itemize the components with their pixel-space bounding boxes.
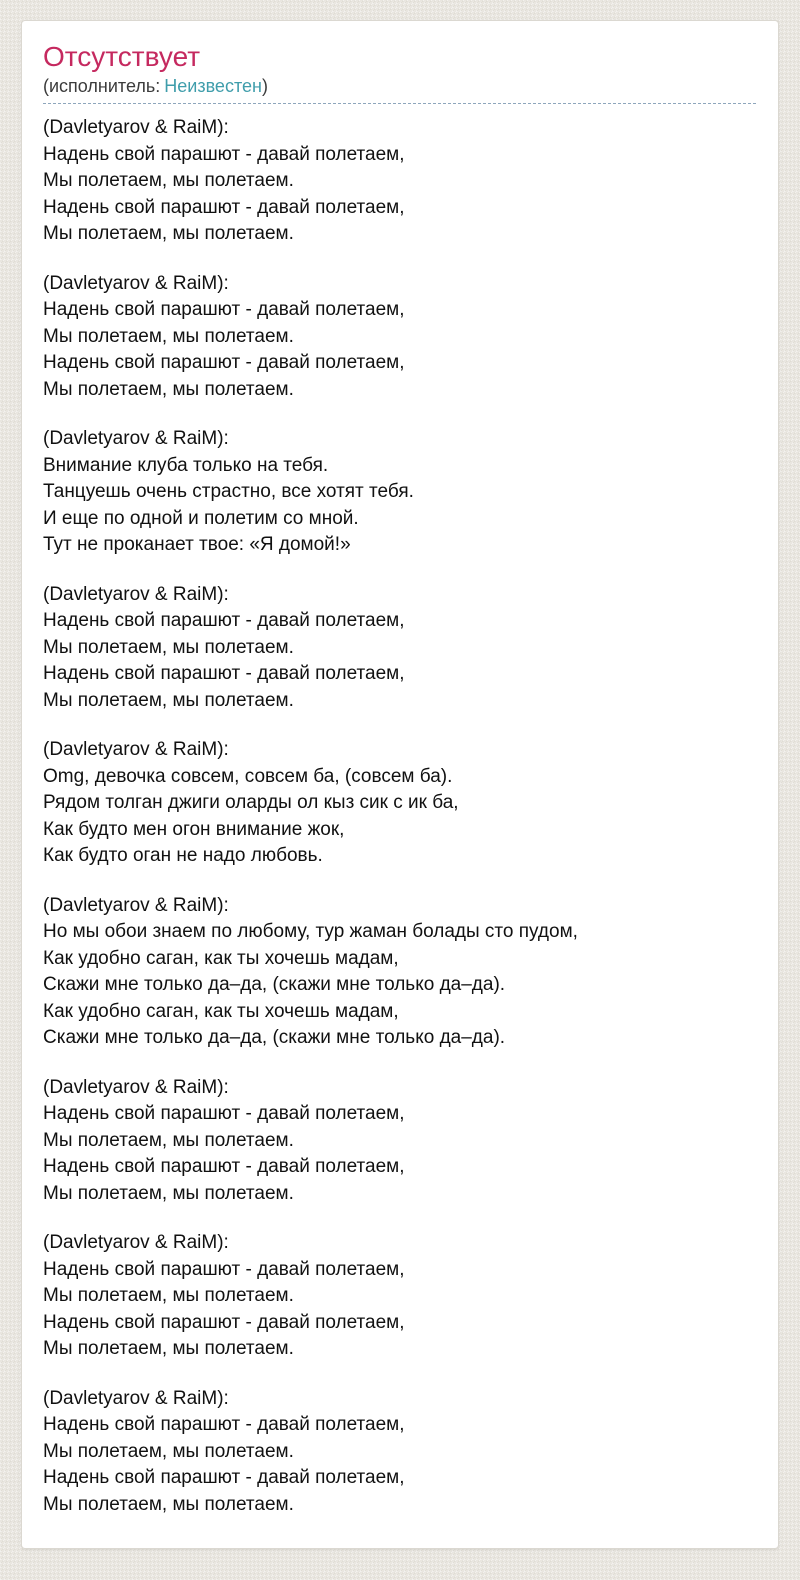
lyric-line: Как удобно саган, как ты хочешь мадам, — [43, 1000, 399, 1022]
verse — [43, 1230, 756, 1363]
lyric-line: Как будто оган не надо любовь. — [43, 845, 323, 866]
lyric-line: Надень свой парашют - давай полетаем, — [43, 663, 405, 684]
verse — [43, 737, 756, 870]
lyric-line: Мы полетаем, мы полетаем. — [43, 223, 294, 244]
lyric-line: И еще по одной и полетим со мной. — [43, 507, 359, 529]
verse — [43, 115, 756, 248]
verse — [43, 893, 756, 1052]
artist-line — [43, 76, 756, 96]
lyric-line: Мы полетаем, мы полетаем. — [43, 1493, 294, 1515]
lyric-line: Рядом толган джиги оларды ол кыз сик с ик ба, — [43, 792, 459, 813]
verse-header: (Davletyarov & RaiM): — [43, 272, 229, 294]
artist-link[interactable]: Неизвестен — [164, 76, 262, 96]
lyric-line: Мы полетаем, мы полетаем. — [43, 1182, 294, 1204]
lyric-line: Надень свой парашют - давай полетаем, — [43, 1311, 405, 1333]
lyric-line: Скажи мне только да–да, (скажи мне только да–да). — [43, 1027, 506, 1048]
song-header — [43, 41, 756, 104]
lyric-line: Надень свой парашют - давай полетаем, — [43, 196, 405, 218]
verse-header: (Davletyarov & RaiM): — [43, 428, 229, 449]
verse — [43, 271, 756, 404]
lyric-line: Внимание клуба только на тебя. — [43, 454, 329, 476]
song-title: Отсутствует — [43, 41, 201, 72]
lyric-line: Мы полетаем, мы полетаем. — [43, 378, 294, 400]
lyric-line: Надень свой парашют - давай полетаем, — [43, 1258, 405, 1280]
verse — [43, 426, 756, 559]
verse-header: (Davletyarov & RaiM): — [43, 1387, 229, 1409]
lyric-line: Надень свой парашют - давай полетаем, — [43, 299, 405, 320]
verse-header: (Davletyarov & RaiM): — [43, 894, 229, 916]
lyric-line: Мы полетаем, мы полетаем. — [43, 325, 294, 347]
lyric-line: Мы полетаем, мы полетаем. — [43, 1129, 294, 1151]
lyric-line: Как будто мен огон внимание жок, — [43, 818, 345, 840]
lyric-line: Как удобно саган, как ты хочешь мадам, — [43, 947, 399, 969]
lyrics-card — [21, 20, 779, 1549]
artist-close-paren: ) — [261, 76, 268, 96]
artist-label: (исполнитель: — [43, 76, 161, 96]
lyric-line: Танцуешь очень страстно, все хотят тебя. — [43, 481, 414, 502]
verse-header: (Davletyarov & RaiM): — [43, 583, 229, 605]
lyric-line: Мы полетаем, мы полетаем. — [43, 636, 294, 658]
lyric-line: Но мы обои знаем по любому, тур жаман болады сто пудом, — [43, 921, 578, 942]
verse — [43, 582, 756, 715]
lyric-line: Надень свой парашют - давай полетаем, — [43, 610, 405, 631]
lyric-line: Надень свой парашют - давай полетаем, — [43, 1467, 405, 1488]
lyric-line: Мы полетаем, мы полетаем. — [43, 1285, 294, 1306]
lyric-line: Надень свой парашют - давай полетаем, — [43, 1103, 405, 1124]
lyric-line: Надень свой парашют - давай полетаем, — [43, 352, 405, 373]
lyric-line: Надень свой парашют - давай полетаем, — [43, 1414, 405, 1435]
page — [0, 20, 800, 1580]
verse — [43, 1075, 756, 1208]
lyric-line: Мы полетаем, мы полетаем. — [43, 689, 294, 711]
verse-header: (Davletyarov & RaiM): — [43, 1232, 229, 1253]
lyric-line: Надень свой парашют - давай полетаем, — [43, 1156, 405, 1177]
verse-header: (Davletyarov & RaiM): — [43, 739, 229, 760]
lyric-line: Omg, девочка совсем, совсем ба, (совсем ба). — [43, 765, 453, 787]
lyric-line: Тут не проканает твое: «Я домой!» — [43, 534, 351, 555]
verse-header: (Davletyarov & RaiM): — [43, 117, 229, 138]
verse-header: (Davletyarov & RaiM): — [43, 1076, 229, 1098]
lyrics-text — [43, 115, 756, 1518]
lyric-line: Скажи мне только да–да, (скажи мне только да–да). — [43, 974, 506, 995]
lyric-line: Мы полетаем, мы полетаем. — [43, 170, 294, 191]
lyric-line: Надень свой парашют - давай полетаем, — [43, 143, 405, 165]
lyric-line: Мы полетаем, мы полетаем. — [43, 1338, 294, 1359]
verse — [43, 1386, 756, 1519]
lyric-line: Мы полетаем, мы полетаем. — [43, 1440, 294, 1462]
